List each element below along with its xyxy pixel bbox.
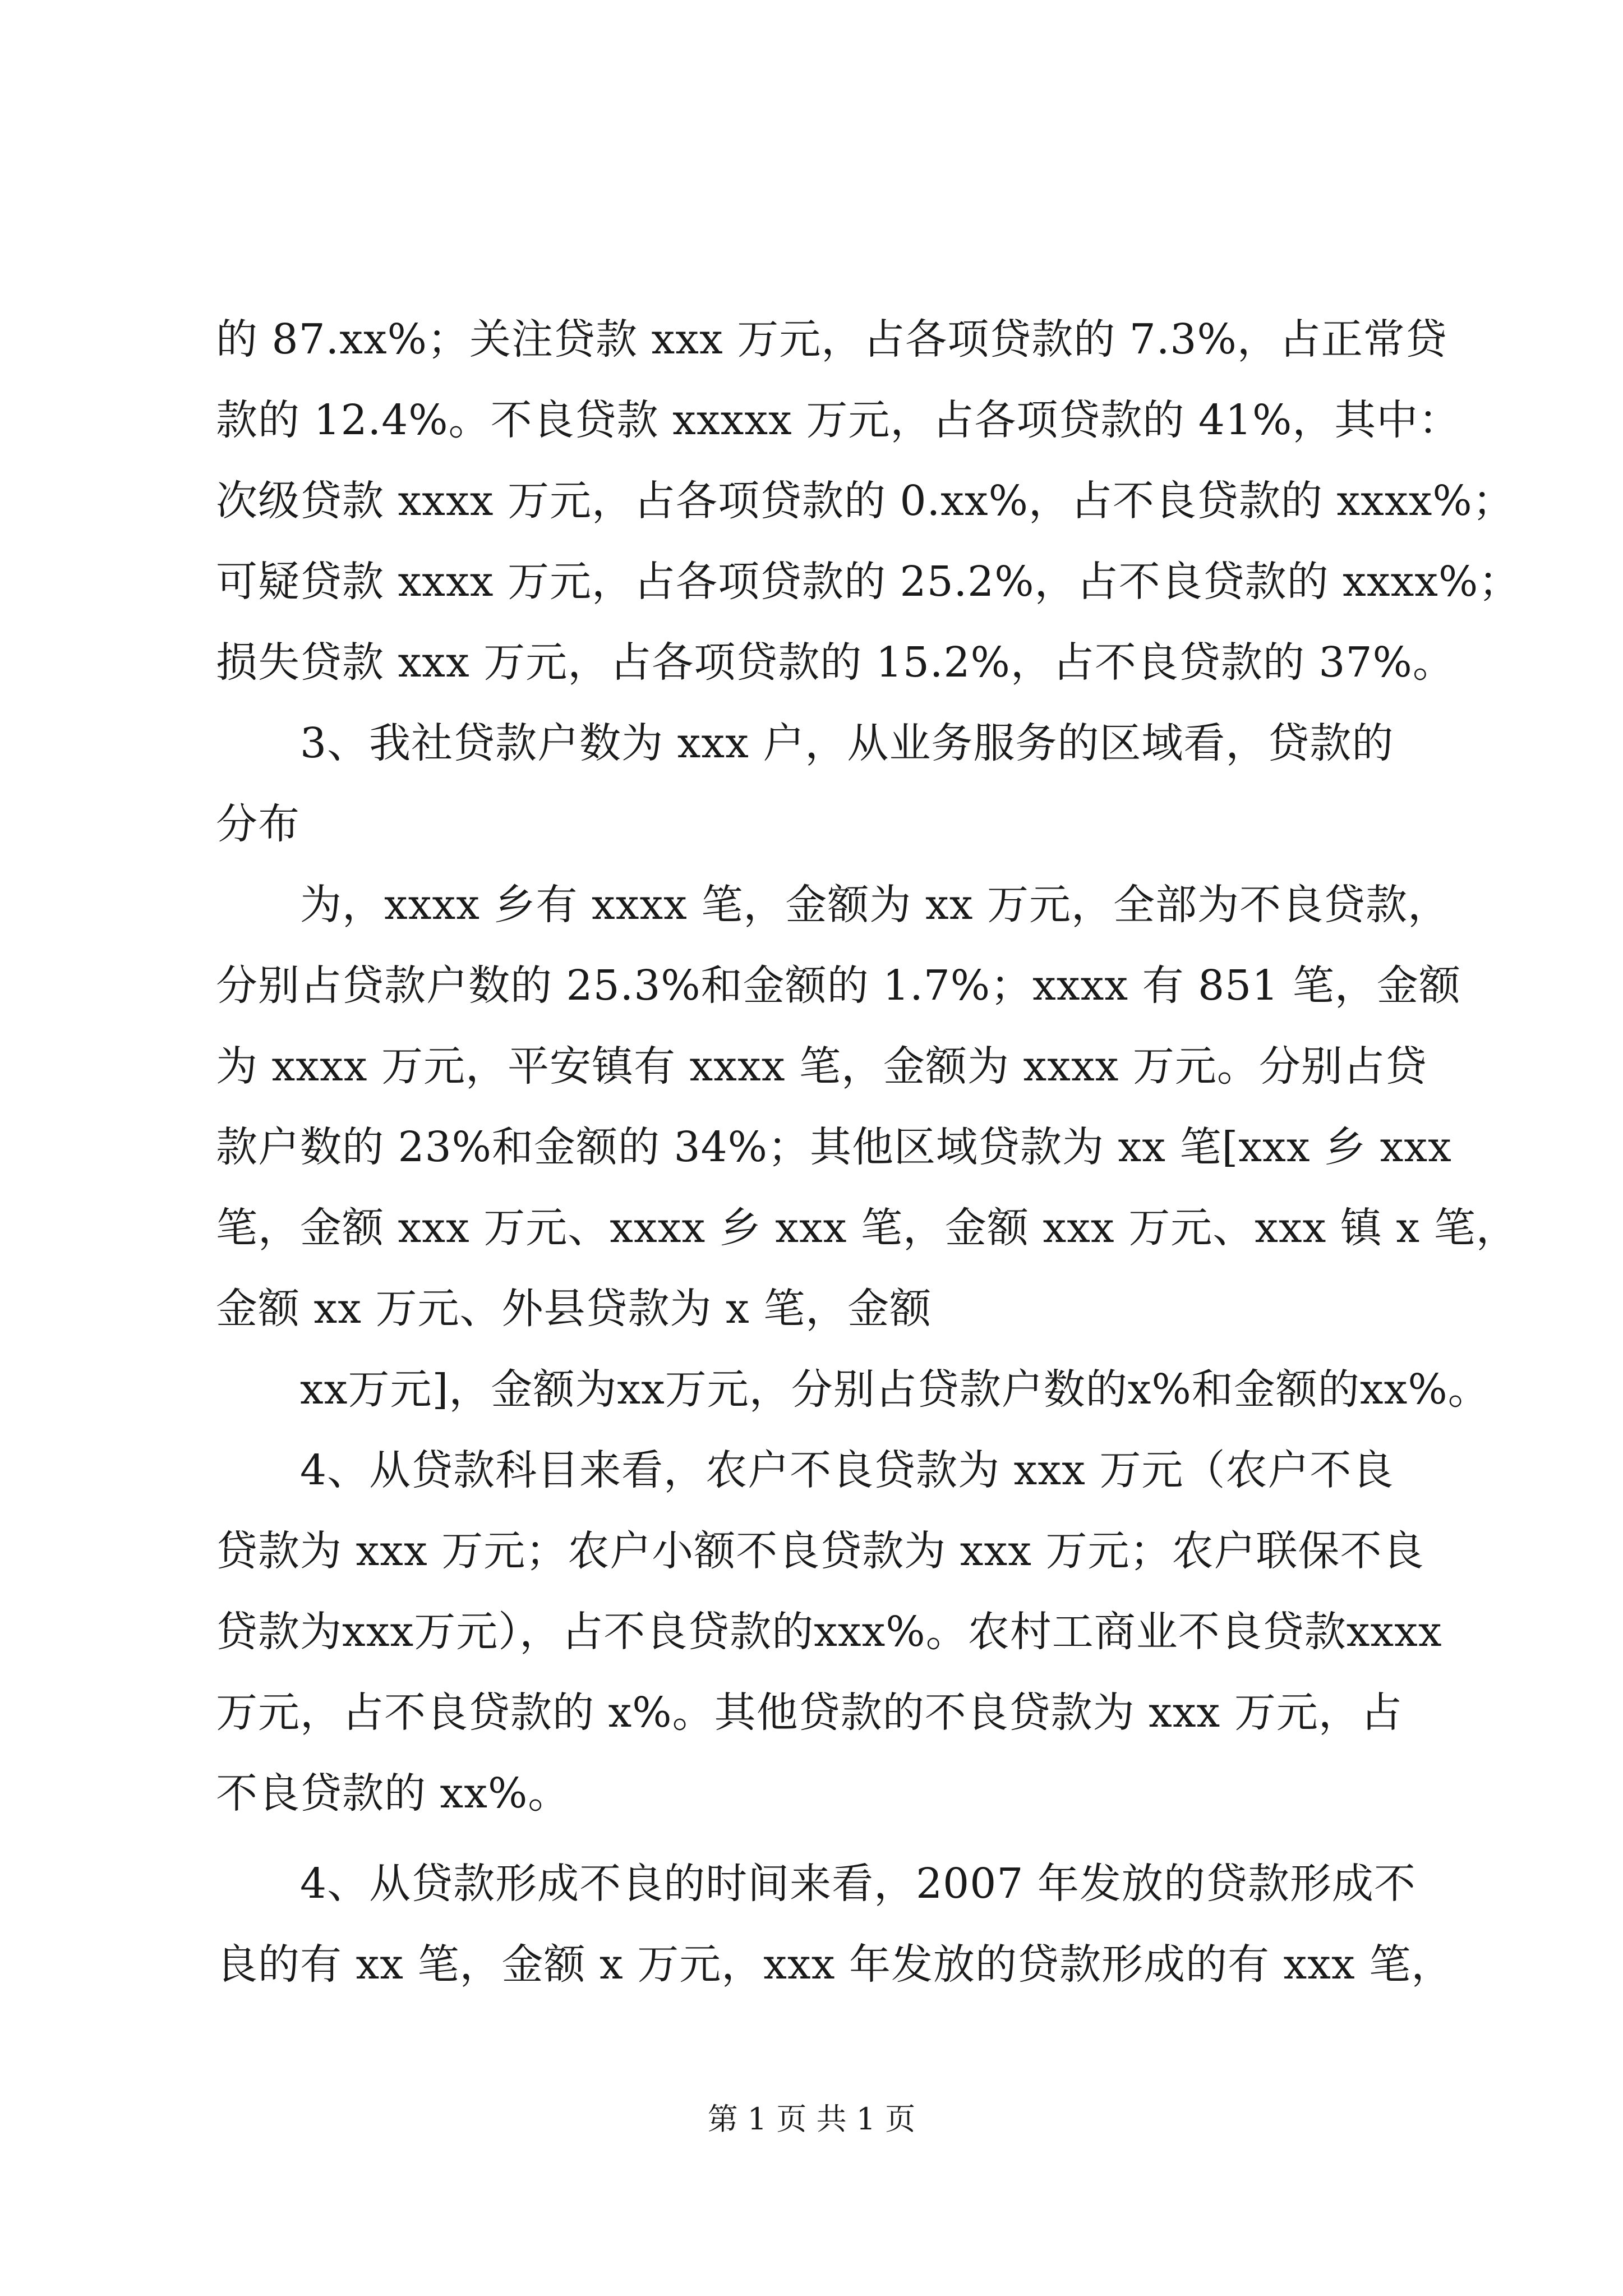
text-line: 为 xxxx 万元，平安镇有 xxxx 笔，金额为 xxxx 万元。分别占贷 [216, 1042, 1427, 1091]
text-line: 款的 12.4%。不良贷款 xxxxx 万元，占各项贷款的 41%，其中： [216, 396, 1461, 444]
text-line: 款户数的 23%和金额的 34%；其他区域贷款为 xx 笔[xxx 乡 xxx [216, 1123, 1452, 1171]
text-line: 不良贷款的 xx%。 [216, 1769, 570, 1818]
page-footer: 第 1 页 共 1 页 [707, 2101, 916, 2137]
paragraph-start-line: 3、我社贷款户数为 xxx 户，从业务服务的区域看，贷款的 [300, 719, 1394, 767]
text-line: 笔，金额 xxx 万元、xxxx 乡 xxx 笔，金额 xxx 万元、xxx 镇 x 笔， [216, 1204, 1518, 1252]
text-line: 贷款为xxx万元），占不良贷款的xxx%。农村工商业不良贷款xxxx [216, 1608, 1442, 1656]
paragraph-start-line: xx万元]，金额为xx万元，分别占贷款户数的x%和金额的xx%。 [300, 1365, 1490, 1414]
text-line: 贷款为 xxx 万元；农户小额不良贷款为 xxx 万元；农户联保不良 [216, 1527, 1424, 1575]
text-line: 良的有 xx 笔，金额 x 万元，xxx 年发放的贷款形成的有 xxx 笔， [216, 1940, 1454, 1989]
text-line: 次级贷款 xxxx 万元，占各项贷款的 0.xx%，占不良贷款的 xxxx%； [216, 477, 1515, 525]
text-line: 金额 xx 万元、外县贷款为 x 笔，金额 [216, 1285, 932, 1333]
text-line: 的 87.xx%；关注贷款 xxx 万元，占各项贷款的 7.3%，占正常贷 [216, 315, 1447, 364]
paragraph-start-line: 4、从贷款科目来看，农户不良贷款为 xxx 万元（农户不良 [300, 1446, 1394, 1494]
text-line: 可疑贷款 xxxx 万元，占各项贷款的 25.2%，占不良贷款的 xxxx%； [216, 558, 1521, 606]
paragraph-start-line: 为，xxxx 乡有 xxxx 笔，金额为 xx 万元，全部为不良贷款， [300, 881, 1450, 929]
text-line: 分别占贷款户数的 25.3%和金额的 1.7%；xxxx 有 851 笔，金额 [216, 961, 1461, 1010]
text-line: 损失贷款 xxx 万元，占各项贷款的 15.2%，占不良贷款的 37%。 [216, 638, 1455, 687]
text-line: 万元，占不良贷款的 x%。其他贷款的不良贷款为 xxx 万元，占 [216, 1688, 1403, 1737]
paragraph-start-line: 4、从贷款形成不良的时间来看，2007 年发放的贷款形成不 [300, 1860, 1416, 1908]
text-line: 分布 [216, 800, 300, 848]
